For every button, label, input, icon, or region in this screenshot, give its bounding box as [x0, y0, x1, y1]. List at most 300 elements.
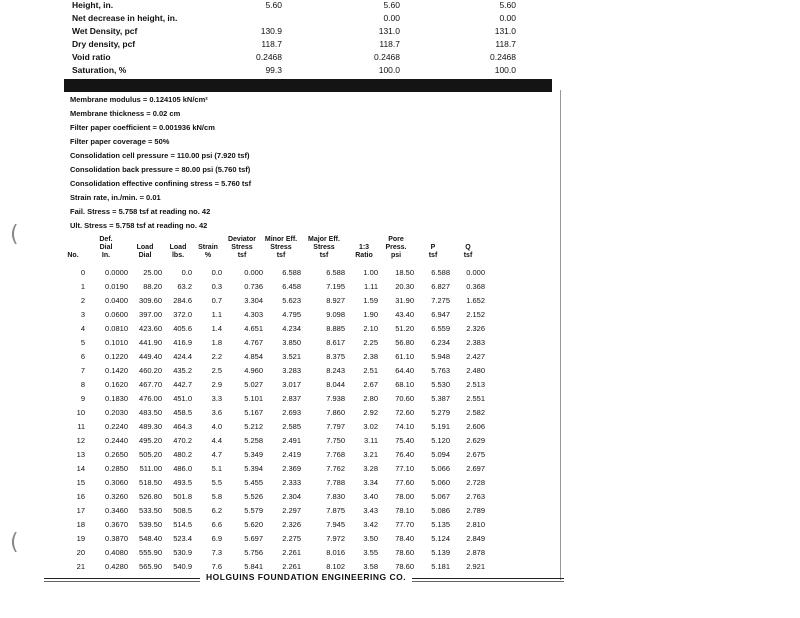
- table-cell: 523.4: [173, 534, 192, 543]
- table-cell: 5.526: [244, 492, 263, 501]
- column-header-line: P: [430, 244, 436, 251]
- table-cell: 2.582: [466, 408, 485, 417]
- table-cell: 4: [80, 324, 85, 333]
- table-cell: 0.0400: [105, 296, 128, 305]
- table-cell: 2.261: [282, 562, 301, 571]
- table-cell: 505.20: [139, 450, 162, 459]
- table-cell: 7.762: [326, 464, 345, 473]
- property-label: Void ratio: [72, 52, 111, 62]
- column-header: [416, 244, 450, 260]
- table-cell: 476.00: [139, 394, 162, 403]
- table-cell: 0.2440: [105, 436, 128, 445]
- property-row-wet-density: [72, 26, 516, 39]
- table-row: [0, 450, 485, 464]
- table-cell: 2.51: [363, 366, 378, 375]
- table-cell: 4.854: [244, 352, 263, 361]
- property-value: 0.2468: [490, 52, 516, 62]
- table-cell: 3.6: [211, 408, 222, 417]
- table-cell: 11: [77, 422, 85, 431]
- table-cell: 2.275: [282, 534, 301, 543]
- table-cell: 0.0: [181, 268, 192, 277]
- table-cell: 1.59: [363, 296, 378, 305]
- table-cell: 0.3260: [105, 492, 128, 501]
- property-label: Height, in.: [72, 0, 114, 10]
- table-cell: 1: [80, 282, 85, 291]
- punch-hole-mark: (: [10, 530, 19, 555]
- table-cell: 1.11: [363, 282, 378, 291]
- table-row: [0, 366, 485, 380]
- table-cell: 0.1830: [105, 394, 128, 403]
- footer-company: HOLGUINS FOUNDATION ENGINEERING CO.: [200, 572, 412, 582]
- table-cell: 0.3460: [105, 506, 128, 515]
- table-cell: 486.0: [173, 464, 192, 473]
- table-cell: 7.875: [326, 506, 345, 515]
- column-header-line: Press.: [385, 244, 407, 251]
- table-cell: 51.20: [395, 324, 414, 333]
- column-header-line: No.: [67, 252, 79, 259]
- table-cell: 20.30: [395, 282, 414, 291]
- table-cell: 464.3: [173, 422, 192, 431]
- table-cell: 3.28: [363, 464, 378, 473]
- table-cell: 555.90: [139, 548, 162, 557]
- table-cell: 5.066: [431, 464, 450, 473]
- table-cell: 1.1: [211, 310, 222, 319]
- table-cell: 1.652: [466, 296, 485, 305]
- property-value: 5.60: [383, 0, 400, 10]
- table-row: [0, 492, 485, 506]
- table-cell: 2.80: [363, 394, 378, 403]
- table-cell: 8.044: [326, 380, 345, 389]
- table-cell: 0.3060: [105, 478, 128, 487]
- note-fail-stress: Fail. Stress = 5.758 tsf at reading no. 42: [70, 207, 211, 216]
- table-cell: 4.303: [244, 310, 263, 319]
- note-membrane-modulus: Membrane modulus = 0.124105 kN/cm²: [70, 95, 208, 104]
- property-row-net-decrease: [72, 13, 516, 26]
- table-cell: 5.948: [431, 352, 450, 361]
- table-cell: 3.283: [282, 366, 301, 375]
- column-header-line: Deviator: [227, 236, 256, 243]
- table-cell: 1.8: [211, 338, 222, 347]
- table-cell: 397.00: [139, 310, 162, 319]
- table-cell: 4.4: [211, 436, 222, 445]
- column-header: [164, 244, 192, 260]
- table-cell: 3.11: [363, 436, 378, 445]
- table-cell: 511.00: [139, 464, 162, 473]
- table-cell: 8.102: [326, 562, 345, 571]
- property-value: 100.0: [378, 65, 400, 75]
- table-cell: 1.4: [211, 324, 222, 333]
- table-cell: 2.297: [282, 506, 301, 515]
- table-cell: 526.80: [139, 492, 162, 501]
- table-cell: 13: [76, 450, 85, 459]
- property-value: 118.7: [379, 39, 400, 49]
- table-cell: 5.8: [211, 492, 222, 501]
- table-cell: 5.067: [431, 492, 450, 501]
- table-cell: 0.0000: [105, 268, 128, 277]
- table-cell: 0.1420: [105, 366, 128, 375]
- table-cell: 0.7: [211, 296, 222, 305]
- column-header-line: tsf: [276, 252, 286, 259]
- table-cell: 2.326: [282, 520, 301, 529]
- table-cell: 5.841: [244, 562, 263, 571]
- table-cell: 7.768: [326, 450, 345, 459]
- column-header: [261, 236, 301, 260]
- property-value: 0.00: [499, 13, 516, 23]
- table-cell: 5.763: [431, 366, 450, 375]
- table-cell: 0.0810: [105, 324, 128, 333]
- column-header-line: tsf: [428, 252, 438, 259]
- table-cell: 43.40: [395, 310, 414, 319]
- table-cell: 2.810: [466, 520, 485, 529]
- page-edge: [560, 90, 561, 580]
- column-header-line: Major Eff.: [308, 236, 340, 243]
- table-cell: 5.620: [244, 520, 263, 529]
- table-cell: 68.10: [395, 380, 414, 389]
- table-cell: 63.2: [177, 282, 192, 291]
- table-cell: 0.000: [244, 268, 263, 277]
- table-cell: 548.40: [139, 534, 162, 543]
- table-cell: 0.0: [211, 268, 222, 277]
- table-cell: 508.5: [173, 506, 192, 515]
- table-row: [0, 436, 485, 450]
- table-cell: 467.70: [139, 380, 162, 389]
- table-cell: 4.234: [282, 324, 301, 333]
- table-cell: 5.086: [431, 506, 450, 515]
- table-cell: 2.675: [466, 450, 485, 459]
- table-cell: 435.2: [173, 366, 192, 375]
- table-cell: 18: [76, 520, 85, 529]
- table-cell: 2.67: [363, 380, 378, 389]
- column-header: [128, 244, 162, 260]
- column-header-line: Q: [465, 244, 471, 251]
- redaction-bar: [64, 79, 552, 92]
- property-row-height: [72, 0, 516, 13]
- table-cell: 0: [80, 268, 85, 277]
- property-value: 118.7: [261, 39, 282, 49]
- column-header-line: Ratio: [355, 252, 373, 259]
- table-cell: 3.21: [363, 450, 378, 459]
- table-cell: 5.394: [244, 464, 263, 473]
- table-cell: 0.3: [211, 282, 222, 291]
- table-cell: 6: [80, 352, 85, 361]
- property-row-saturation: [72, 65, 516, 78]
- table-cell: 74.10: [395, 422, 414, 431]
- property-value: 0.2468: [374, 52, 400, 62]
- table-cell: 3.850: [282, 338, 301, 347]
- table-cell: 5.191: [431, 422, 450, 431]
- note-confining-stress: Consolidation effective confining stress = 5.760 tsf: [70, 179, 252, 188]
- note-back-pressure: Consolidation back pressure = 80.00 psi (5.760 tsf): [70, 165, 251, 174]
- table-cell: 0.2650: [105, 450, 128, 459]
- table-cell: 12: [76, 436, 85, 445]
- table-cell: 15: [76, 478, 85, 487]
- table-cell: 4.767: [244, 338, 263, 347]
- table-cell: 442.7: [173, 380, 192, 389]
- table-cell: 1.90: [363, 310, 378, 319]
- table-cell: 5.094: [431, 450, 450, 459]
- table-cell: 0.4280: [105, 562, 128, 571]
- table-cell: 2.2: [211, 352, 222, 361]
- table-cell: 0.0190: [105, 282, 128, 291]
- property-row-dry-density: [72, 39, 516, 52]
- table-cell: 5.027: [244, 380, 263, 389]
- table-cell: 5.258: [244, 436, 263, 445]
- table-cell: 5: [80, 338, 85, 347]
- note-filter-coverage: Filter paper coverage = 50%: [70, 137, 170, 146]
- table-cell: 5.530: [431, 380, 450, 389]
- property-row-void-ratio: [72, 52, 516, 65]
- table-cell: 2.491: [282, 436, 301, 445]
- table-cell: 3.58: [363, 562, 378, 571]
- table-cell: 5.120: [431, 436, 450, 445]
- table-row: [0, 380, 485, 394]
- column-header: [61, 252, 85, 260]
- table-cell: 6.947: [431, 310, 450, 319]
- column-header-line: %: [204, 252, 212, 259]
- table-cell: 501.8: [173, 492, 192, 501]
- table-cell: 5.1: [211, 464, 222, 473]
- table-cell: 5.167: [244, 408, 263, 417]
- note-ult-stress: Ult. Stress = 5.758 tsf at reading no. 42: [70, 221, 208, 230]
- table-cell: 2.789: [466, 506, 485, 515]
- table-cell: 460.20: [139, 366, 162, 375]
- table-cell: 0.2240: [105, 422, 128, 431]
- table-cell: 6.458: [282, 282, 301, 291]
- table-cell: 416.9: [173, 338, 192, 347]
- table-cell: 6.559: [431, 324, 450, 333]
- table-cell: 3.43: [363, 506, 378, 515]
- table-cell: 2.383: [466, 338, 485, 347]
- property-value: 0.2468: [256, 52, 282, 62]
- table-cell: 5.181: [431, 562, 450, 571]
- table-cell: 9: [80, 394, 85, 403]
- column-header: [378, 236, 414, 260]
- table-cell: 5.455: [244, 478, 263, 487]
- table-cell: 5.101: [244, 394, 263, 403]
- table-cell: 3.02: [363, 422, 378, 431]
- column-header-line: Stress: [313, 244, 335, 251]
- table-cell: 8.617: [326, 338, 345, 347]
- table-cell: 2.333: [282, 478, 301, 487]
- table-cell: 423.60: [139, 324, 162, 333]
- table-cell: 77.60: [395, 478, 414, 487]
- column-header-line: tsf: [319, 252, 329, 259]
- table-cell: 309.60: [139, 296, 162, 305]
- table-cell: 5.579: [244, 506, 263, 515]
- note-cell-pressure: Consolidation cell pressure = 110.00 psi (7.920 tsf): [70, 151, 250, 160]
- table-cell: 7.797: [326, 422, 345, 431]
- table-row: [0, 282, 485, 296]
- table-cell: 0.2850: [105, 464, 128, 473]
- table-cell: 405.6: [173, 324, 192, 333]
- table-cell: 2.878: [466, 548, 485, 557]
- table-cell: 18.50: [395, 268, 414, 277]
- table-cell: 6.6: [211, 520, 222, 529]
- table-cell: 530.9: [173, 548, 192, 557]
- table-cell: 6.588: [326, 268, 345, 277]
- table-cell: 5.349: [244, 450, 263, 459]
- table-cell: 441.90: [139, 338, 162, 347]
- property-value: 118.7: [495, 39, 516, 49]
- table-cell: 518.50: [139, 478, 162, 487]
- column-header: [451, 244, 485, 260]
- table-cell: 8.885: [326, 324, 345, 333]
- table-cell: 449.40: [139, 352, 162, 361]
- property-label: Dry density, pcf: [72, 39, 136, 49]
- column-header: [221, 236, 263, 260]
- property-value: 5.60: [265, 0, 282, 10]
- table-cell: 6.9: [211, 534, 222, 543]
- column-header: [194, 244, 222, 260]
- table-cell: 7.195: [326, 282, 345, 291]
- table-cell: 70.60: [395, 394, 414, 403]
- table-cell: 5.124: [431, 534, 450, 543]
- table-cell: 5.060: [431, 478, 450, 487]
- table-row: [0, 422, 485, 436]
- table-cell: 2.152: [466, 310, 485, 319]
- property-label: Net decrease in height, in.: [72, 13, 178, 23]
- table-cell: 4.7: [211, 450, 222, 459]
- table-cell: 2.837: [282, 394, 301, 403]
- column-header-line: tsf: [237, 252, 247, 259]
- table-cell: 451.0: [173, 394, 192, 403]
- table-cell: 3.304: [244, 296, 263, 305]
- note-strain-rate: Strain rate, in./min. = 0.01: [70, 193, 161, 202]
- table-cell: 7.830: [326, 492, 345, 501]
- table-cell: 2.513: [466, 380, 485, 389]
- table-cell: 14: [76, 464, 85, 473]
- table-cell: 0.2030: [105, 408, 128, 417]
- column-header-line: Minor Eff.: [264, 236, 298, 243]
- table-row: [0, 352, 485, 366]
- property-value: 99.3: [265, 65, 282, 75]
- table-cell: 61.10: [395, 352, 414, 361]
- table-cell: 495.20: [139, 436, 162, 445]
- table-cell: 6.2: [211, 506, 222, 515]
- table-cell: 2.9: [211, 380, 222, 389]
- table-cell: 6.588: [431, 268, 450, 277]
- column-header-line: Strain: [198, 244, 218, 251]
- table-cell: 19: [76, 534, 85, 543]
- column-header: [303, 236, 345, 260]
- table-cell: 0.000: [466, 268, 485, 277]
- table-cell: 0.368: [466, 282, 485, 291]
- table-cell: 458.5: [173, 408, 192, 417]
- table-cell: 17: [76, 506, 85, 515]
- table-cell: 8.243: [326, 366, 345, 375]
- table-cell: 540.9: [173, 562, 192, 571]
- punch-hole-mark: (: [10, 222, 19, 247]
- table-cell: 2.427: [466, 352, 485, 361]
- table-cell: 5.697: [244, 534, 263, 543]
- column-header-line: tsf: [463, 252, 473, 259]
- table-cell: 8.016: [326, 548, 345, 557]
- table-row: [0, 296, 485, 310]
- table-cell: 0.0600: [105, 310, 128, 319]
- table-cell: 4.651: [244, 324, 263, 333]
- table-cell: 5.623: [282, 296, 301, 305]
- table-cell: 470.2: [173, 436, 192, 445]
- table-cell: 5.387: [431, 394, 450, 403]
- property-value: 130.9: [260, 26, 282, 36]
- table-row: [0, 520, 485, 534]
- table-cell: 2.92: [363, 408, 378, 417]
- table-cell: 2.326: [466, 324, 485, 333]
- table-cell: 4.0: [211, 422, 222, 431]
- column-header-line: Dial: [99, 244, 113, 251]
- column-header-line: Load: [136, 244, 154, 251]
- property-value: 131.0: [378, 26, 400, 36]
- column-header-line: In.: [101, 252, 111, 259]
- table-cell: 2.606: [466, 422, 485, 431]
- table-cell: 480.2: [173, 450, 192, 459]
- table-cell: 25.00: [143, 268, 162, 277]
- table-cell: 78.60: [395, 562, 414, 571]
- table-cell: 489.30: [139, 422, 162, 431]
- table-cell: 78.00: [395, 492, 414, 501]
- note-filter-coefficient: Filter paper coefficient = 0.001936 kN/cm: [70, 123, 215, 132]
- table-cell: 284.6: [173, 296, 192, 305]
- property-label: Saturation, %: [72, 65, 127, 75]
- table-cell: 76.40: [395, 450, 414, 459]
- table-cell: 2.763: [466, 492, 485, 501]
- column-header-line: Stress: [270, 244, 292, 251]
- table-cell: 2.10: [363, 324, 378, 333]
- table-cell: 372.0: [173, 310, 192, 319]
- table-cell: 5.756: [244, 548, 263, 557]
- table-cell: 5.139: [431, 548, 450, 557]
- property-value: 0.00: [383, 13, 400, 23]
- table-cell: 493.5: [173, 478, 192, 487]
- table-cell: 483.50: [139, 408, 162, 417]
- table-cell: 4.960: [244, 366, 263, 375]
- table-cell: 2.369: [282, 464, 301, 473]
- table-cell: 0.1220: [105, 352, 128, 361]
- table-cell: 2.261: [282, 548, 301, 557]
- table-row: [0, 478, 485, 492]
- column-header-line: Load: [169, 244, 187, 251]
- table-row: [0, 310, 485, 324]
- table-row: [0, 464, 485, 478]
- column-header-line: Pore: [388, 236, 404, 243]
- table-cell: 2.5: [211, 366, 222, 375]
- table-cell: 9.098: [326, 310, 345, 319]
- table-row: [0, 324, 485, 338]
- table-cell: 3.40: [363, 492, 378, 501]
- table-cell: 7.750: [326, 436, 345, 445]
- table-cell: 424.4: [173, 352, 192, 361]
- table-cell: 5.279: [431, 408, 450, 417]
- table-cell: 3.55: [363, 548, 378, 557]
- table-cell: 7: [80, 366, 85, 375]
- table-cell: 0.4080: [105, 548, 128, 557]
- table-cell: 0.736: [244, 282, 263, 291]
- table-cell: 88.20: [143, 282, 162, 291]
- table-cell: 7.860: [326, 408, 345, 417]
- table-cell: 2.693: [282, 408, 301, 417]
- table-cell: 6.234: [431, 338, 450, 347]
- table-cell: 20: [76, 548, 85, 557]
- table-cell: 64.40: [395, 366, 414, 375]
- table-cell: 0.3670: [105, 520, 128, 529]
- table-cell: 3.42: [363, 520, 378, 529]
- table-cell: 7.3: [211, 548, 222, 557]
- column-header-line: Stress: [231, 244, 253, 251]
- table-cell: 72.60: [395, 408, 414, 417]
- column-header-line: Def.: [99, 236, 113, 243]
- table-cell: 16: [76, 492, 85, 501]
- table-cell: 5.5: [211, 478, 222, 487]
